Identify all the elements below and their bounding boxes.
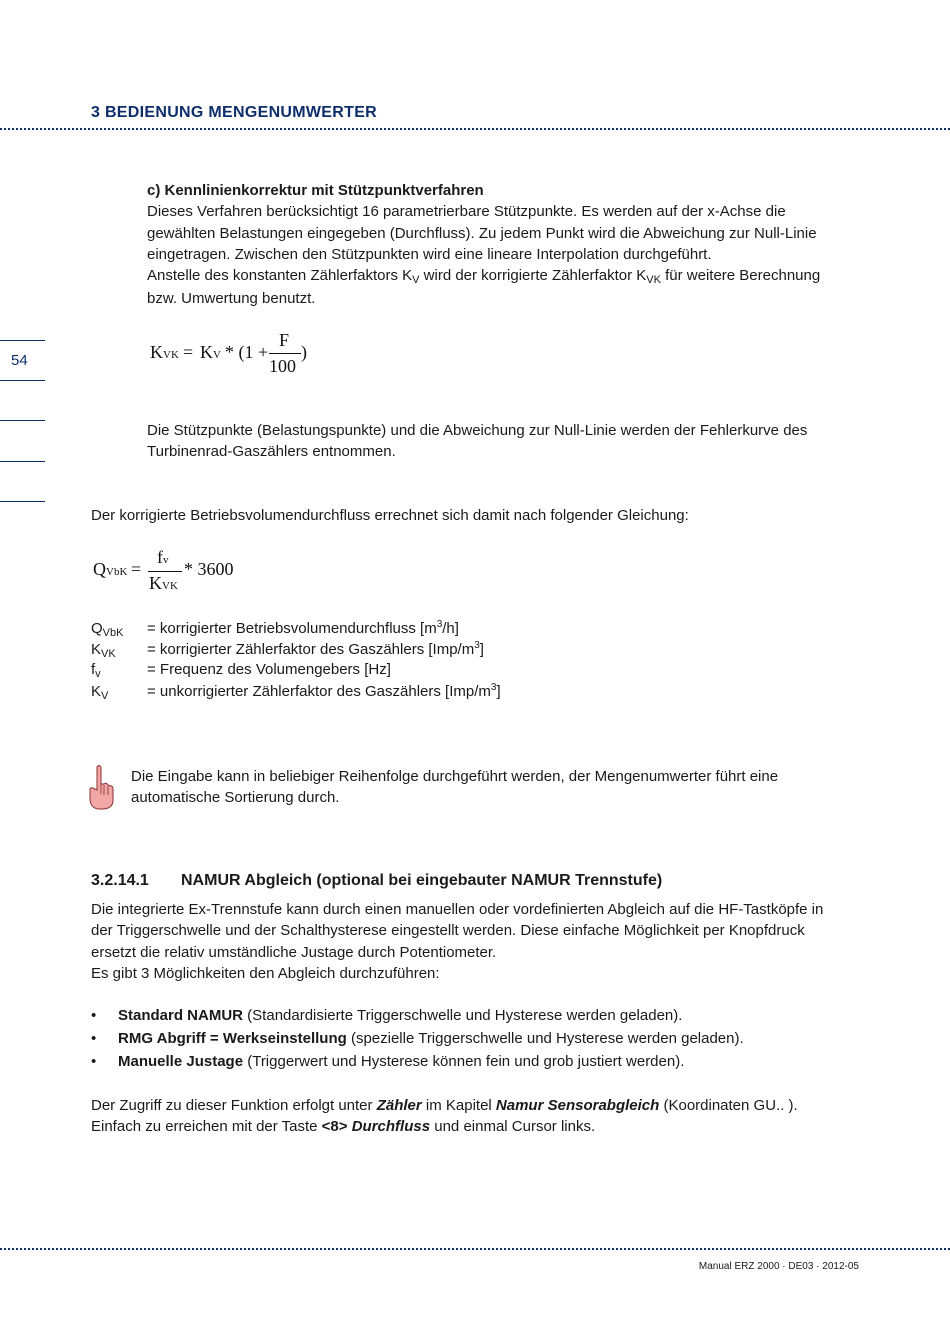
definition-row: $f_v$ = Frequenz des Volumengebers [Hz] xyxy=(91,661,391,680)
section-title: NAMUR Abgleich (optional bei eingebauter NAMUR Trennstufe) xyxy=(181,872,663,889)
formula-lhs: QVbK xyxy=(93,559,128,579)
margin-rule xyxy=(0,380,45,381)
section-c-block xyxy=(147,180,820,310)
section-c-line: bzw. Umwertung benutzt. xyxy=(147,290,316,308)
section-c-line: eingetragen. Zwischen den Stützpunkten wird eine lineare Interpolation durchgeführt. xyxy=(147,245,712,263)
note-text xyxy=(131,766,778,809)
bullet-icon: • xyxy=(91,1030,97,1047)
formula-numerator: fv xyxy=(157,547,169,567)
formula-equals: = xyxy=(183,342,194,362)
formula-kvk xyxy=(150,330,330,380)
list-item: • Manuelle Justage (Triggerwert und Hysterese können fein und grob justiert werden). xyxy=(91,1050,744,1073)
paragraph-line: Es gibt 3 Möglichkeiten den Abgleich durchzuführen: xyxy=(91,964,440,982)
margin-rule xyxy=(0,501,45,502)
subscript: V xyxy=(412,274,420,287)
chapter-heading: 3 BEDIENUNG MENGENUMWERTER xyxy=(91,104,378,121)
definition-row: $Q_{VbK}$ = korrigierter Betriebsvolumendurchfluss $[m^3/h]$ xyxy=(91,619,459,639)
text: für weitere Berechnung xyxy=(660,267,821,285)
subscript: VK xyxy=(646,274,661,287)
bullet-icon: • xyxy=(91,1053,97,1070)
definition-row: $K_V$ = unkorrigierter Zählerfaktor des Gaszählers $[Imp/m^3]$ xyxy=(91,682,501,702)
definition-symbol: $f_v$ xyxy=(91,661,101,680)
stuetzpunkte-paragraph xyxy=(147,420,807,463)
paragraph-line: Turbinenrad-Gaszählers entnommen. xyxy=(147,443,396,461)
margin-rule xyxy=(0,420,45,421)
page-number: 54 xyxy=(11,352,28,369)
formula-close: ) xyxy=(301,342,307,362)
list-item: • RMG Abgriff = Werkseinstellung (spezielle Triggerschwelle und Hysterese werden geladen). xyxy=(91,1027,744,1050)
margin-rule xyxy=(0,340,45,341)
formula-numerator: F xyxy=(279,330,290,350)
formula-denominator: KVK xyxy=(149,573,178,593)
section-c-title: c) Kennlinienkorrektur mit Stützpunktverfahren xyxy=(147,182,484,199)
paragraph-line: Einfach zu erreichen mit der Taste <8> Durchfluss und einmal Cursor links. xyxy=(91,1118,596,1136)
list-item: • Standard NAMUR (Standardisierte Triggerschwelle und Hysterese werden geladen). xyxy=(91,1004,744,1027)
namur-options-list xyxy=(91,1004,744,1073)
namur-paragraph xyxy=(91,899,823,984)
fraction-bar xyxy=(148,571,182,572)
access-paragraph xyxy=(91,1095,798,1138)
text: Anstelle des konstanten Zählerfaktors K xyxy=(147,267,413,285)
pointing-hand-icon xyxy=(86,764,116,810)
paragraph-line: ersetzt die relativ umständliche Justage durch Potentiometer. xyxy=(91,943,497,961)
note-line: automatische Sortierung durch. xyxy=(131,789,340,807)
header-dotted-rule xyxy=(0,128,950,130)
definition-symbol: $Q_{VbK}$ xyxy=(91,620,124,639)
formula-qvbk xyxy=(93,546,253,596)
section-c-line: gewählten Belastungen eingegeben (Durchfluss). Zu jedem Punkt wird die Abweichung zur Null-Linie xyxy=(147,224,817,242)
korrigiert-paragraph: Der korrigierte Betriebsvolumendurchfluss errechnet sich damit nach folgender Gleichung: xyxy=(91,507,689,524)
paragraph-line: Die integrierte Ex-Trennstufe kann durch einen manuellen oder vordefinierten Abgleich auf die HF-Tastköpfe in xyxy=(91,901,824,918)
definition-symbol: $K_{VK}$ xyxy=(91,641,116,660)
formula-denominator: 100 xyxy=(269,356,296,376)
section-c-line xyxy=(147,265,820,288)
note-line: Die Eingabe kann in beliebiger Reihenfolge durchgeführt werden, der Mengenumwerter führt eine xyxy=(131,768,779,785)
paragraph-line: Die Stützpunkte (Belastungspunkte) und die Abweichung zur Null-Linie werden der Fehlerkurve des xyxy=(147,422,808,439)
text: wird der korrigierte Zählerfaktor K xyxy=(419,267,647,285)
definition-symbol: $K_V$ xyxy=(91,683,109,702)
section-heading-namur xyxy=(91,872,662,890)
formula-mid: * (1 + xyxy=(225,342,269,362)
bullet-icon: • xyxy=(91,1007,97,1024)
formula-lhs: KVK xyxy=(150,342,179,362)
definition-row: $K_{VK}$ = korrigierter Zählerfaktor des Gaszählers $[Imp/m^3]$ xyxy=(91,640,484,660)
paragraph-line: Der Zugriff zu dieser Funktion erfolgt unter Zähler im Kapitel Namur Sensorabgleich (Koordinaten GU.. ). xyxy=(91,1097,798,1114)
section-c-line: Dieses Verfahren berücksichtigt 16 parametrierbare Stützpunkte. Es werden auf der x-Achse die xyxy=(147,203,786,221)
formula-tail: * 3600 xyxy=(184,559,234,579)
formula-kv: KV xyxy=(200,342,221,362)
formula-equals: = xyxy=(131,559,142,579)
paragraph-line: der Triggerschwelle und der Schalthysterese eingestellt werden. Diese einfache Möglichkeit per Knopfdruck xyxy=(91,922,805,940)
margin-rule xyxy=(0,461,45,462)
fraction-bar xyxy=(269,353,301,354)
footer-dotted-rule xyxy=(0,1248,950,1250)
footer-manual-info: Manual ERZ 2000 · DE03 · 2012-05 xyxy=(698,1261,859,1272)
section-number: 3.2.14.1 xyxy=(91,872,149,889)
